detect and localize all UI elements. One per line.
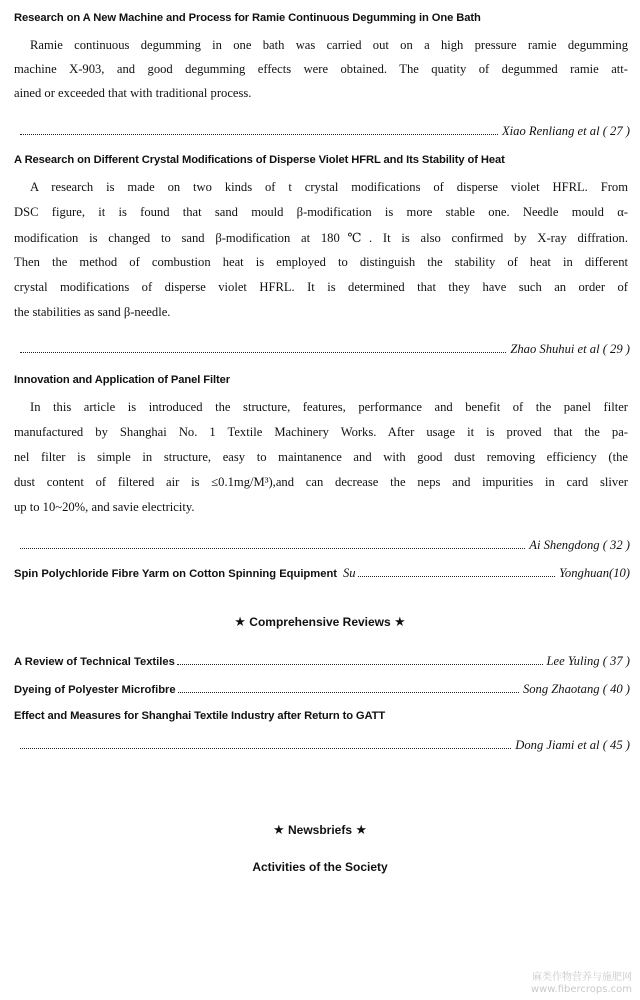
author-name-lead: Su: [343, 566, 356, 580]
toc-entry: [14, 566, 630, 582]
author-name: Ai Shengdong ( 32 ): [529, 538, 630, 552]
leader-dots: [20, 126, 498, 135]
abstract-line: modification is changed to sand β-modification at 180℃. It is also confirmed by X-ray diffration.: [14, 231, 628, 245]
entry-title: A Review of Technical Textiles: [14, 656, 175, 668]
toc-entry: [14, 682, 630, 698]
leader-dots: [358, 568, 555, 577]
abstract-line: In this article is introduced the structure, features, performance and benefit of the panel filter: [30, 400, 628, 414]
author-name-tail: Yonghuan(10): [559, 566, 630, 580]
abstract-line: DSC figure, it is found that sand mould β-modification is more stable one. Needle mould α-: [14, 205, 628, 219]
abstract-line: A research is made on two kinds of t crystal modifications of disperse violet HFRL. From: [30, 180, 628, 194]
star-icon: ★: [234, 614, 246, 629]
leader-dots: [20, 540, 525, 549]
star-icon: ★: [394, 614, 406, 629]
abstract-line: Then the method of combustion heat is employed to distinguish the stability of heat in different: [14, 255, 628, 269]
article-title: A Research on Different Crystal Modifications of Disperse Violet HFRL and Its Stability of Heat: [14, 154, 505, 166]
abstract-line: nel filter is simple in structure, easy to maintanence and with good dust removing efficiency (the: [14, 450, 628, 464]
leader-dots: [177, 656, 543, 665]
author-name: Song Zhaotang ( 40 ): [522, 682, 630, 696]
abstract-line: dust content of filtered air is ≤0.1mg/M³),and can decrease the neps and impurities in card sliver: [14, 475, 628, 489]
abstract-line: machine X-903, and good degumming effects were obtained. The quatity of degummed ramie att-: [14, 62, 628, 76]
author-line: [20, 124, 630, 140]
abstract-line: crystal modifications of disperse violet HFRL. It is determined that they have such an order of: [14, 280, 628, 294]
entry-title: Spin Polychloride Fibre Yarm on Cotton Spinning Equipment: [14, 568, 337, 580]
star-icon: ★: [355, 822, 368, 837]
abstract-line: the stabilities as sand β-needle.: [14, 305, 171, 319]
section-title: Comprehensive Reviews: [249, 615, 391, 629]
toc-entry: [14, 654, 630, 670]
watermark-line: 麻类作物营养与施肥网: [532, 972, 632, 983]
star-icon: ★: [272, 822, 285, 837]
newsbriefs-subheading: Activities of the Society: [252, 860, 388, 874]
entry-title: Effect and Measures for Shanghai Textile Industry after Return to GATT: [14, 710, 386, 722]
section-heading-newsbriefs: [0, 822, 640, 838]
author-name: Xiao Renliang et al ( 27 ): [501, 124, 630, 138]
section-title: Newsbriefs: [287, 823, 353, 837]
author-name: Dong Jiami et al ( 45 ): [515, 738, 630, 752]
leader-dots: [20, 740, 511, 749]
abstract-line: Ramie continuous degumming in one bath was carried out on a high pressure ramie degumming: [30, 38, 628, 52]
author-name: Zhao Shuhui et al ( 29 ): [510, 342, 630, 356]
entry-title: Dyeing of Polyester Microfibre: [14, 684, 176, 696]
abstract-line: ained or exceeded that with traditional process.: [14, 86, 252, 100]
author-line: [20, 738, 630, 754]
watermark-line: www.fibercrops.com: [530, 984, 632, 995]
author-line: [20, 342, 630, 358]
article-title: Research on A New Machine and Process for Ramie Continuous Degumming in One Bath: [14, 12, 481, 24]
leader-dots: [20, 344, 506, 353]
abstract-line: manufactured by Shanghai No. 1 Textile Machinery Works. After usage it is proved that the pa-: [14, 425, 628, 439]
abstract-line: up to 10~20%, and savie electricity.: [14, 500, 195, 514]
leader-dots: [178, 684, 519, 693]
section-heading-reviews: [0, 614, 640, 630]
watermark: [531, 972, 632, 996]
author-line: [20, 538, 630, 554]
article-title: Innovation and Application of Panel Filter: [14, 374, 231, 386]
author-name: Lee Yuling ( 37 ): [546, 654, 630, 668]
